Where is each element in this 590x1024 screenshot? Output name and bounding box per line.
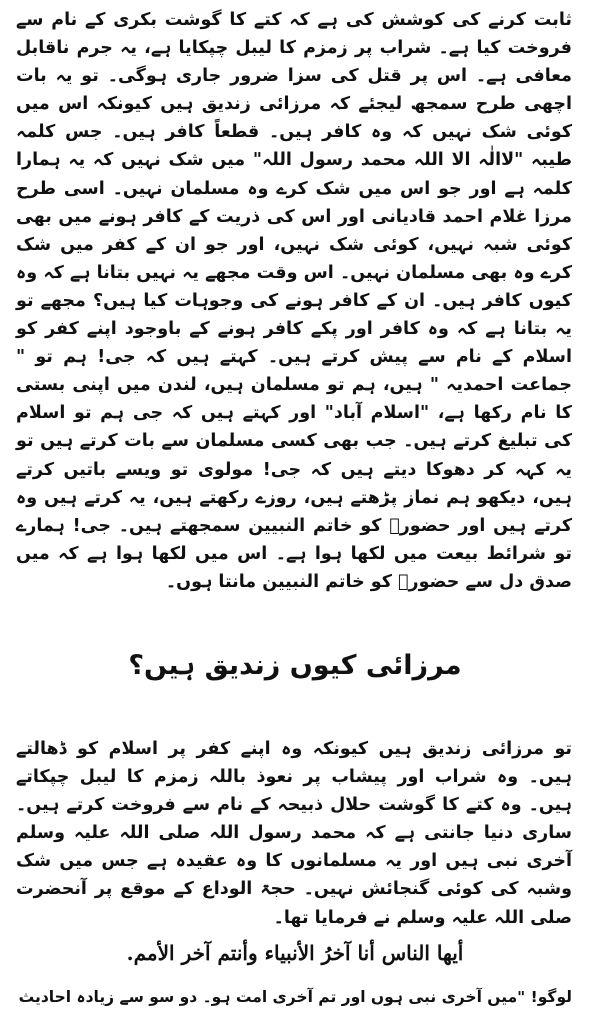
closing-line: لوگو! "میں آخری نبی ہوں اور تم آخری امت ہو۔ دو سو سے زیادہ احادیث (18, 988, 572, 1006)
arabic-hadith-quote: أيها الناس أنا آخرُ الأنبياء وأنتم آخر الأمم. (126, 941, 464, 965)
section-heading: مرزائی کیوں زندیق ہیں؟ (128, 650, 462, 681)
body-paragraph-1: ثابت کرنے کی کوشش کی ہے کہ کتے کا گوشت بکری کے نام سے فروخت کیا ہے۔ شراب پر زمزم کا لیبل چپکایا ہے، یہ جرم ناقابل معافی ہے۔ اس پر قتل کی سزا ضرور جاری ہوگی۔ تو یہ بات اچھی طرح سمجھ لیجئے کہ مرزائی زندیق ہیں کیونکہ اس میں کوئی شک نہیں کہ وہ کافر ہیں۔ قطعاً کافر ہیں۔ جس کلمہ طیبہ "لاالٰہ الا اللہ محمد رسول اللہ" میں شک نہیں کہ یہ ہمارا کلمہ ہے اور جو اس میں شک کرے وہ مسلمان نہیں۔ اسی طرح مرزا غلام احمد قادیانی اور اس کی ذریت کے کافر ہونے میں بھی کوئی شبہ نہیں، کوئی شک نہیں، اور جو ان کے کفر میں شک کرے وہ بھی مسلمان نہیں۔ اس وقت مجھے یہ نہیں بتانا ہے کہ وہ کیوں کافر ہیں۔ ان کے کافر ہونے کی وجوہات کیا ہیں؟ مجھے تو یہ بتانا ہے کہ وہ کافر اور پکے کافر ہونے کے باوجود اپنے کفر کو اسلام کے نام سے پیش کرتے ہیں۔ کہتے ہیں کہ جی! ہم تو " جماعت احمدیہ " ہیں، ہم تو مسلمان ہیں، لندن میں اپنی بستی کا نام رکھا ہے، "اسلام آباد" اور کہتے ہیں کہ جی ہم تو اسلام کی تبلیغ کرتے ہیں۔ جب بھی کسی مسلمان سے بات کرتے ہیں تو یہ کہہ کر دھوکا دیتے ہیں کہ جی! مولوی تو ویسے باتیں کرتے ہیں، دیکھو ہم نماز پڑھتے ہیں، روزے رکھتے ہیں، یہ کرتے ہیں وہ کرتے ہیں اور حضورؐ کو خاتم النبیین سمجھتے ہیں۔ جی! ہمارے تو شرائط بیعت میں لکھا ہوا ہے۔ اس میں لکھا ہوا ہے کہ میں صدق دل سے حضورؐ کو خاتم النبیین مانتا ہوں۔ (16, 10, 572, 592)
body-paragraph-2: تو مرزائی زندیق ہیں کیونکہ وہ اپنے کفر پر اسلام کو ڈھالتے ہیں۔ وہ شراب اور پیشاب پر نعوذ باللہ زمزم کا لیبل چپکاتے ہیں۔ وہ کتے کا گوشت حلال ذبیحہ کے نام سے فروخت کرتے ہیں۔ ساری دنیا جانتی ہے کہ محمد رسول اللہ صلی اللہ علیہ وسلم آخری نبی ہیں اور یہ مسلمانوں کا وہ عقیدہ ہے جس میں شک وشبہ کی کوئی گنجائش نہیں۔ حجۃ الوداع کے موقع پر آنحضرت صلی اللہ علیہ وسلم نے فرمایا تھا۔ (16, 739, 572, 928)
